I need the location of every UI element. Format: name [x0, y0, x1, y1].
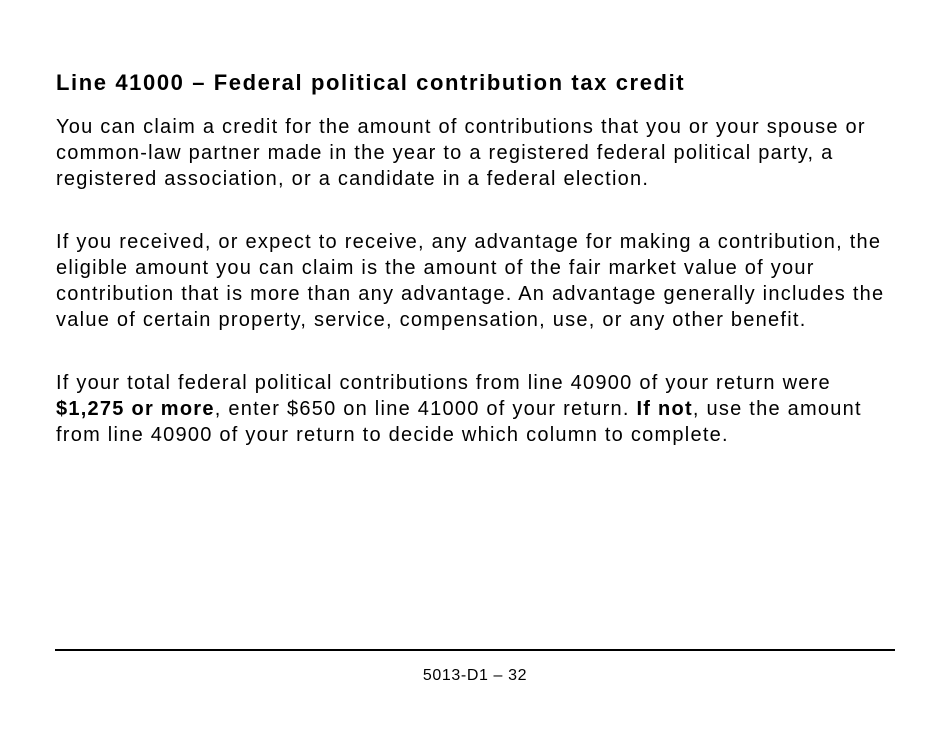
instruction-text-1: If your total federal political contributions from line 40900 of your return were: [56, 372, 831, 394]
paragraph-instructions: [56, 370, 906, 448]
footer-divider: [55, 649, 895, 651]
instruction-text-2: , enter $650 on line 41000 of your return.: [214, 398, 637, 420]
page-number: 5013-D1 – 32: [422, 667, 528, 684]
section-heading: Line 41000 – Federal political contribution tax credit: [56, 70, 686, 95]
paragraph-eligibility: You can claim a credit for the amount of contributions that you or your spouse or common-law partner made in the year to a registered federal political party, a registered association, or a candidate in a federal election.: [56, 116, 866, 190]
instruction-bold-if-not: If not: [636, 398, 693, 420]
instruction-bold-threshold: $1,275 or more: [56, 398, 215, 420]
instruction-text-3: , use the amount from line 40900 of your return to decide which column to complete.: [56, 398, 862, 446]
paragraph-advantage: If you received, or expect to receive, any advantage for making a contribution, the eligible amount you can claim is the amount of the fair market value of your contribution that is more than any advantage. An advantage generally includes the value of certain property, service, compensation, use, or any other benefit.: [56, 231, 885, 331]
